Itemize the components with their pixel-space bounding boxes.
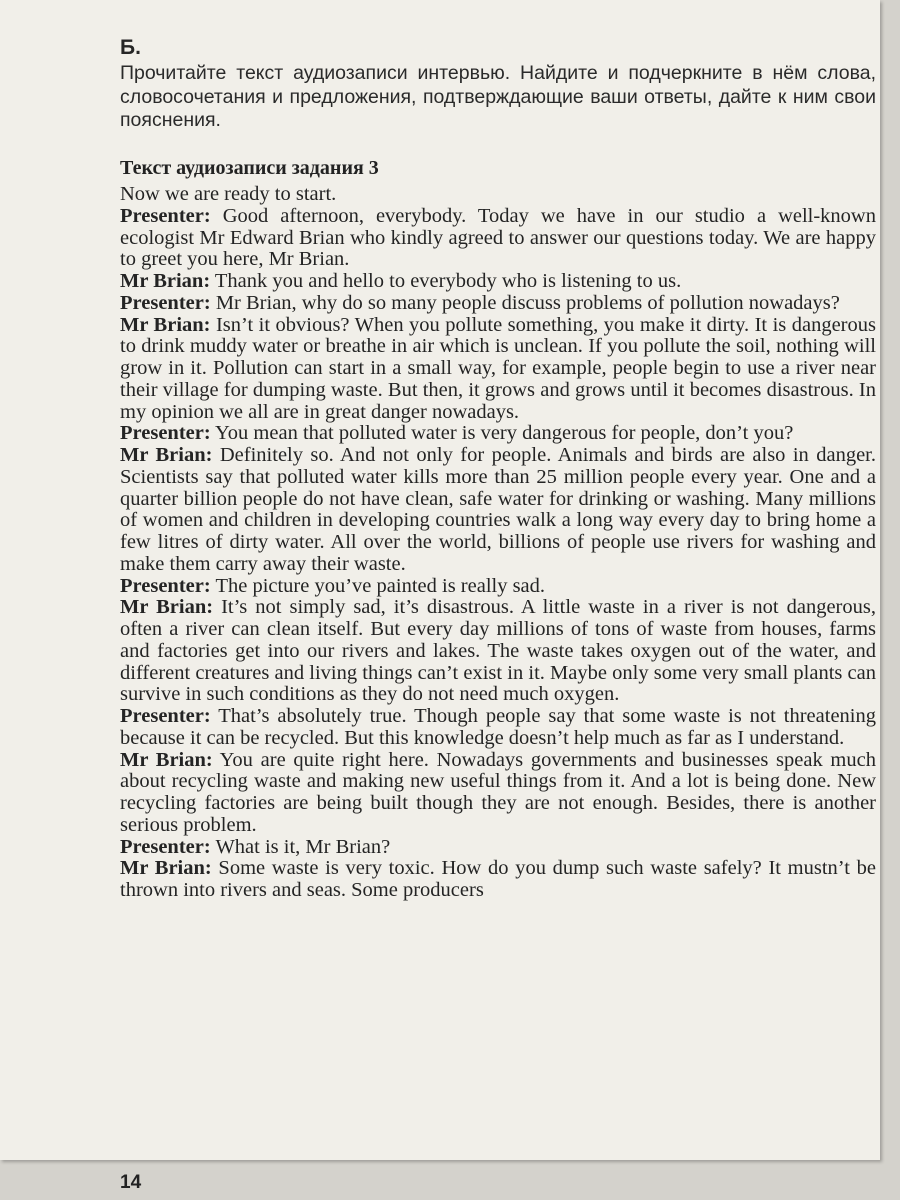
transcript-text: Now we are ready to start. [120, 183, 337, 205]
transcript-paragraph [120, 858, 876, 902]
transcript-text: You are quite right here. Nowadays governments and businesses speak much about recycling waste and making new useful things from it. And a lot is being done. New recycling factories are being built though they are not enough. Besides, there is another serious problem. [120, 748, 876, 836]
transcript-paragraph [120, 576, 876, 598]
transcript-paragraph [120, 315, 876, 424]
speaker-label: Mr Brian: [120, 857, 212, 880]
transcript-paragraph [120, 837, 876, 859]
transcript-paragraph [120, 271, 876, 293]
speaker-label: Presenter: [120, 291, 211, 314]
transcript-text: You mean that polluted water is very dangerous for people, don’t you? [210, 422, 794, 445]
speaker-label: Presenter: [120, 204, 211, 227]
task-title: Текст аудиозаписи задания 3 [120, 157, 379, 179]
transcript-paragraph [120, 206, 876, 271]
transcript-paragraph [120, 184, 876, 206]
task-instruction: Прочитайте текст аудиозаписи интервью. Найдите и подчеркните в нём слова, словосочетания и предложения, подтверждающие ваши ответы, дайте к ним свои пояснения. [120, 62, 876, 131]
transcript-text: The picture you’ve painted is really sad. [210, 574, 546, 597]
transcript-text: Isn’t it obvious? When you pollute something, you make it dirty. It is dangerous to drink muddy water or breathe in air which is unclean. If you pollute the soil, nothing will grow in it. Pollution can start in a small way, for example, people begin to use a river near their village for dumping waste. But then, it grows and grows until it becomes disastrous. In my opinion we all are in great danger nowadays. [120, 313, 876, 423]
transcript-paragraph [120, 597, 876, 706]
speaker-label: Presenter: [120, 705, 211, 727]
section-letter: Б. [120, 36, 141, 59]
transcript-text: Mr Brian, why do so many people discuss problems of pollution nowadays? [210, 291, 840, 314]
speaker-label: Mr Brian: [120, 596, 214, 619]
interview-transcript [120, 184, 876, 902]
speaker-label: Presenter: [120, 835, 211, 858]
transcript-text: That’s absolutely true. Though people say that some waste is not threatening because it can be recycled. But this knowledge doesn’t help much as far as I understand. [120, 705, 876, 749]
speaker-label: Mr Brian: [120, 444, 213, 466]
transcript-text: Definitely so. And not only for people. Animals and birds are also in danger. Scientists say that polluted water kills more than 25 million people every year. One and a quarter billion people do not have clean, safe water for drinking or washing. Many millions of women and children in developing countries walk a long way every day to bring home a few litres of dirty water. All over the world, billions of people use rivers for washing and make them carry away their waste. [120, 444, 876, 575]
transcript-text: It’s not simply sad, it’s disastrous. A little waste in a river is not dangerous, often a river can clean itself. But every day millions of tons of waste from houses, farms and factories get into our rivers and lakes. The waste takes oxygen out of the water, and different creatures and living things can’t exist in it. Maybe only some very small plants can survive in such conditions as they do not need much oxygen. [120, 596, 876, 706]
transcript-paragraph [120, 750, 876, 837]
transcript-text: Good afternoon, everybody. Today we have in our studio a well-known ecologist Mr Edward Brian who kindly agreed to answer our questions today. We are happy to greet you here, Mr Brian. [120, 204, 876, 271]
page-number: 14 [120, 1172, 142, 1193]
transcript-paragraph [120, 706, 876, 750]
speaker-label: Mr Brian: [120, 313, 211, 336]
transcript-text: Some waste is very toxic. How do you dump such waste safely? It mustn’t be thrown into rivers and seas. Some producers [120, 857, 876, 901]
transcript-text: Thank you and hello to everybody who is listening to us. [210, 270, 682, 292]
transcript-paragraph [120, 293, 876, 315]
speaker-label: Mr Brian: [120, 748, 213, 771]
speaker-label: Presenter: [120, 422, 211, 445]
transcript-text: What is it, Mr Brian? [210, 835, 391, 858]
transcript-paragraph [120, 445, 876, 576]
speaker-label: Presenter: [120, 574, 211, 597]
transcript-paragraph [120, 423, 876, 445]
speaker-label: Mr Brian: [120, 270, 211, 292]
